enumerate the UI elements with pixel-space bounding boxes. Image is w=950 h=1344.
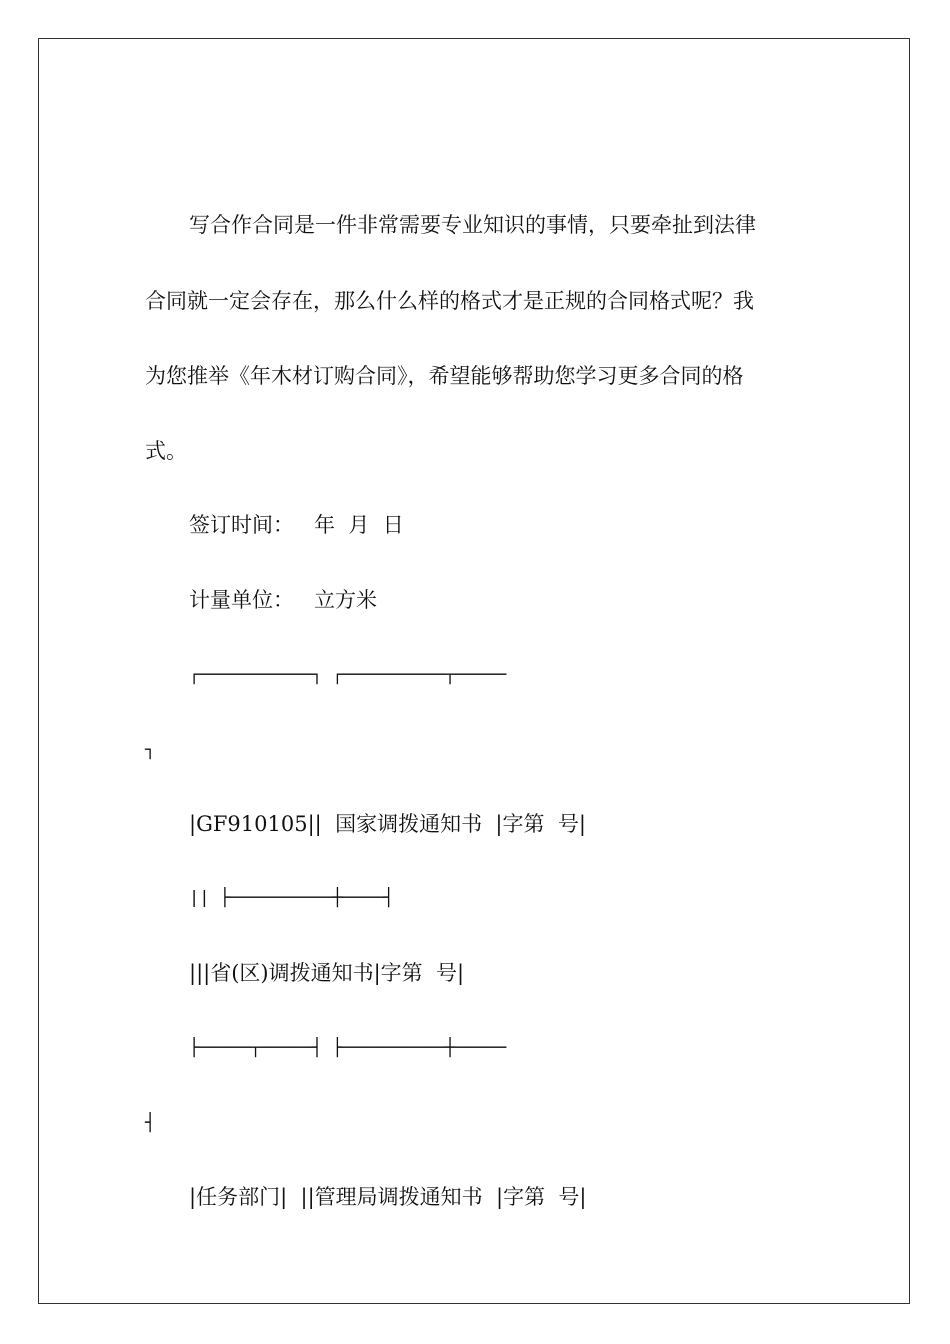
table-divider-2: ├─────┬─────┤ ├──────────┼───── <box>189 1038 507 1058</box>
intro-line-1: 写合作合同是一件非常需要专业知识的事情，只要牵扯到法律 <box>189 213 756 237</box>
table-border-top: ┌───────────┐ ┌──────────┬───── <box>189 665 507 685</box>
sign-date: 签订时间： 年 月 日 <box>189 513 404 537</box>
measure-unit: 计量单位： 立方米 <box>189 588 378 612</box>
intro-line-4: 式。 <box>145 439 187 463</box>
intro-line-3: 为您推举《年木材订购合同》，希望能够帮助您学习更多合同的格 <box>145 364 744 388</box>
table-border-top-end: ┐ <box>145 740 156 760</box>
intro-line-2: 合同就一定会存在，那么什么样的格式才是正规的合同格式呢？我 <box>145 289 754 313</box>
table-row-province: |||省(区)调拨通知书|字第 号| <box>189 961 465 985</box>
table-divider-1: || ├──────────┼────┤ <box>189 888 394 908</box>
table-row-form-code: |GF910105|| 国家调拨通知书 |字第 号| <box>189 812 586 836</box>
table-row-department: |任务部门| ||管理局调拨通知书 |字第 号| <box>189 1185 587 1209</box>
table-divider-2-end: ┤ <box>145 1113 156 1133</box>
